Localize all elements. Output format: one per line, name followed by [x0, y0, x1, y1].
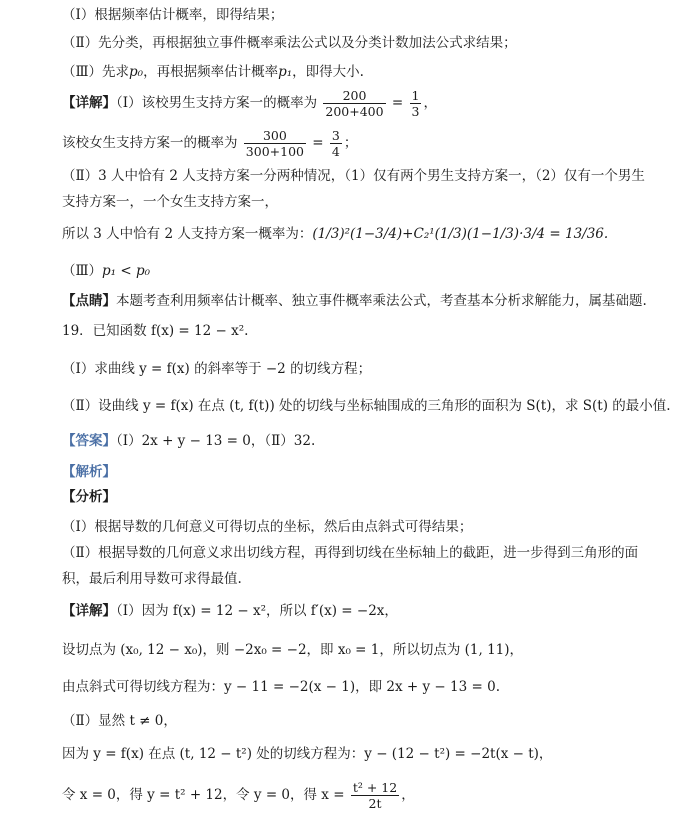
- line-analysis-3: （Ⅲ）先求p₀，再根据频率估计概率p₁，即得大小.: [62, 64, 364, 80]
- line-detail-4: 所以 3 人中恰有 2 人支持方案一概率为：(1/3)²(1−3/4)+C₂¹(1/3)(1−1/3)·3/4 = 13/36.: [62, 226, 609, 242]
- analysis-heading: [62, 463, 116, 481]
- detail2-tag: 【详解】: [62, 603, 116, 619]
- question-19-part-1: （Ⅰ）求曲线 y = f(x) 的斜率等于 −2 的切线方程；: [62, 361, 372, 377]
- detail-tag: 【详解】: [62, 95, 116, 111]
- line-detail-1: 【详解】（Ⅰ）该校男生支持方案一的概率为 $\frac{200}{200+400}$ = $\frac{1}{3}$ ，: [62, 88, 437, 119]
- note-tag: 【点睛】: [62, 293, 116, 309]
- detail2-line-1: 【详解】（Ⅰ）因为 f(x) = 12 − x²，所以 f′(x) = −2x，: [62, 603, 398, 619]
- line-analysis-2: （Ⅱ）先分类，再根据独立事件概率乘法公式以及分类计数加法公式求结果；: [62, 35, 517, 51]
- detail2-line-6: 令 x = 0，得 y = t² + 12，令 y = 0，得 x = $\frac{\text{t² + 12}}{2t}$ ，: [62, 780, 415, 811]
- line-detail-3: （Ⅱ）3 人中恰有 2 人支持方案一分两种情况，（1）仅有两个男生支持方案一，（2）仅有一个男生支持方案一，一个女生支持方案一，: [62, 168, 645, 210]
- fenxi-tag: 【分析】: [62, 489, 116, 505]
- answer-tag: 【答案】: [62, 433, 116, 449]
- detail2-line-5: 因为 y = f(x) 在点 (t, 12 − t²) 处的切线方程为：y − (12 − t²) = −2t(x − t)，: [62, 746, 553, 762]
- question-19-part-2: （Ⅱ）设曲线 y = f(x) 在点 (t, f(t)) 处的切线与坐标轴围成的三角形的面积为 S(t)，求 S(t) 的最小值.: [62, 398, 671, 414]
- detail2-line-3: 由点斜式可得切线方程为：y − 11 = −2(x − 1)，即 2x + y − 13 = 0.: [62, 679, 500, 695]
- fenxi-heading: [62, 488, 116, 506]
- fenxi-line-1: （Ⅰ）根据导数的几何意义可得切点的坐标，然后由点斜式可得结果；: [62, 519, 473, 535]
- line-note: 【点睛】本题考查利用频率估计概率、独立事件概率乘法公式，考查基本分析求解能力，属基础题.: [62, 293, 647, 309]
- question-19: 19．已知函数 f(x) = 12 − x².: [62, 323, 249, 339]
- line-detail-5: （Ⅲ）p₁ < p₀: [62, 263, 151, 279]
- analysis-tag: 【解析】: [62, 464, 116, 480]
- detail2-line-2: 设切点为 (x₀, 12 − x₀)，则 −2x₀ = −2，即 x₀ = 1，所以切点为 (1, 11)，: [62, 642, 524, 658]
- detail2-line-4: （Ⅱ）显然 t ≠ 0，: [62, 713, 177, 729]
- fraction-male: $\frac{200}{200+400}$: [325, 88, 384, 119]
- line-detail-2: 该校女生支持方案一的概率为 $\frac{300}{300+100}$ = $\frac{3}{4}$ ；: [62, 128, 358, 159]
- fenxi-line-2: （Ⅱ）根据导数的几何意义求出切线方程，再得到切线在坐标轴上的截距，进一步得到三角形的面积，最后利用导数可求得最值.: [62, 545, 639, 587]
- answer-line: 【答案】（Ⅰ）2x + y − 13 = 0，（Ⅱ）32.: [62, 433, 316, 449]
- line-analysis-1: （Ⅰ）根据频率估计概率，即得结果；: [62, 7, 284, 23]
- fraction-one-third: $\frac{1}{3}$: [411, 88, 420, 119]
- fraction-female: $\frac{300}{300+100}$: [245, 128, 304, 159]
- fraction-x-intercept: $\frac{\text{t² + 12}}{2t}$: [352, 780, 398, 811]
- fraction-three-quarter: $\frac{3}{4}$: [331, 128, 340, 159]
